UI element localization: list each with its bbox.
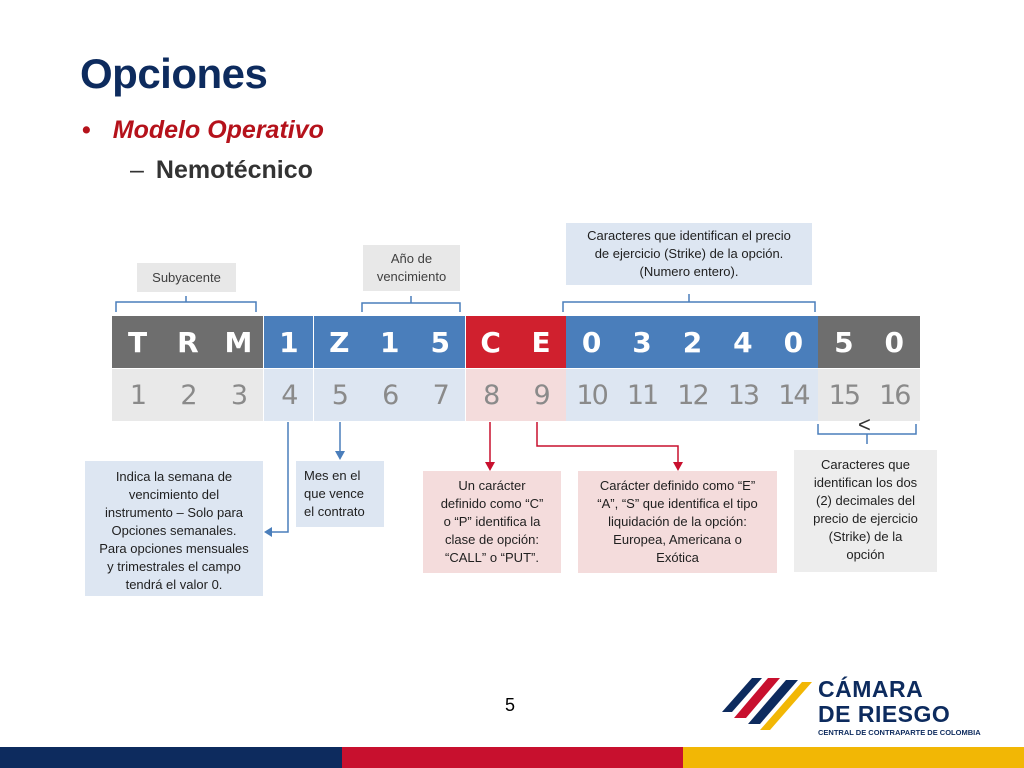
label-strike-line3: (Numero entero). xyxy=(639,264,739,279)
code-char-cell: 3 xyxy=(617,316,668,368)
page-number: 5 xyxy=(505,695,516,715)
label-liquidacion-line: Carácter definido como “E” xyxy=(599,478,756,493)
label-clase-line: definido como “C” xyxy=(440,496,544,511)
label-decimales-line: Caracteres que xyxy=(821,457,910,472)
arrowhead-semana xyxy=(264,527,272,537)
logo-text-central: CENTRAL DE CONTRAPARTE DE COLOMBIA xyxy=(818,728,981,737)
position-number-cell: 10 xyxy=(566,369,617,421)
code-char-cell: 0 xyxy=(869,316,920,368)
brace-subyacente xyxy=(116,302,256,312)
code-char-cell: C xyxy=(465,316,516,368)
arrowhead-liquidacion xyxy=(673,462,683,471)
position-number-cell: 4 xyxy=(263,369,314,421)
label-semana-line: y trimestrales el campo xyxy=(107,559,241,574)
code-char-cell: Z xyxy=(314,316,365,368)
position-number-cell: 13 xyxy=(717,369,768,421)
label-subyacente: Subyacente xyxy=(137,263,236,292)
label-semana-line: Opciones semanales. xyxy=(111,523,237,538)
label-liquidacion xyxy=(578,471,777,573)
position-number-cell: 16 xyxy=(869,369,920,421)
label-mes-line: Mes en el xyxy=(304,468,361,483)
code-char-cell: T xyxy=(112,316,163,368)
label-mes-line: que vence xyxy=(304,486,364,501)
label-semana-line: Indica la semana de xyxy=(115,469,233,484)
bullet-text: Modelo Operativo xyxy=(112,116,324,144)
label-clase-opcion xyxy=(423,471,561,573)
label-decimales-line: (Strike) de la xyxy=(828,529,903,544)
label-liquidacion-line: “A”, “S” que identifica el tipo xyxy=(597,496,758,511)
arrowhead-clase xyxy=(485,462,495,471)
label-clase-line: o “P” identifica la xyxy=(443,514,541,529)
position-number-cell: 15 xyxy=(818,369,869,421)
label-strike-line1: Caracteres que identifican el precio xyxy=(587,228,791,243)
group-separator xyxy=(465,316,466,421)
label-liquidacion-line: liquidación de la opción: xyxy=(608,514,747,529)
label-semana-line: vencimiento del xyxy=(128,487,220,502)
position-number-cell: 1 xyxy=(112,369,163,421)
label-clase-line: Un carácter xyxy=(458,478,526,493)
label-ano-vencimiento-line1: Año de xyxy=(390,251,433,266)
code-char-cell: 2 xyxy=(667,316,718,368)
label-ano-vencimiento-line2: vencimiento xyxy=(376,269,447,284)
code-char-cell: 1 xyxy=(364,316,415,368)
bullet-dot: • xyxy=(82,116,91,144)
sub-bullet-dash: – xyxy=(130,156,144,184)
label-decimales-line: (2) decimales del xyxy=(816,493,915,508)
position-number-cell: 5 xyxy=(314,369,365,421)
label-decimales xyxy=(794,450,937,572)
footer-bar-navy xyxy=(0,747,342,768)
footer-bar-red xyxy=(342,747,683,768)
brace-strike xyxy=(563,302,815,312)
label-clase-line: clase de opción: xyxy=(445,532,539,547)
slide-title: Opciones xyxy=(80,50,268,97)
code-char-cell: 4 xyxy=(717,316,768,368)
position-number-cell: 8 xyxy=(465,369,516,421)
connector-semana xyxy=(266,422,288,532)
logo-text-camara: CÁMARA xyxy=(818,676,924,702)
position-number-cell: 14 xyxy=(768,369,819,421)
label-semana-line: tendrá el valor 0. xyxy=(125,577,223,592)
label-semana-line: instrumento – Solo para xyxy=(104,505,244,520)
label-strike-line2: de ejercicio (Strike) de la opción. xyxy=(594,246,784,261)
connector-liquidacion xyxy=(537,422,678,464)
label-liquidacion-line: Exótica xyxy=(656,550,699,565)
position-number-cell: 11 xyxy=(617,369,668,421)
label-decimales-line: precio de ejercicio xyxy=(813,511,918,526)
label-liquidacion-line: Europea, Americana o xyxy=(613,532,742,547)
label-mes xyxy=(296,461,384,527)
position-number-cell: 12 xyxy=(667,369,718,421)
label-semana-line: Para opciones mensuales xyxy=(99,541,249,556)
logo-text-de-riesgo: DE RIESGO xyxy=(818,701,951,727)
code-char-cell: 1 xyxy=(263,316,314,368)
label-clase-line: “CALL” o “PUT”. xyxy=(445,550,539,565)
code-char-cell: R xyxy=(162,316,213,368)
sub-bullet-text: Nemotécnico xyxy=(155,156,313,184)
label-decimales-line: opción xyxy=(846,547,885,562)
label-decimales-line: identifican los dos xyxy=(813,475,918,490)
brace-vencimiento xyxy=(362,303,460,312)
label-semana xyxy=(85,461,263,596)
position-number-cell: 6 xyxy=(364,369,415,421)
code-char-cell: E xyxy=(516,316,567,368)
camara-de-riesgo-logo-mark xyxy=(722,672,814,734)
code-char-cell: 5 xyxy=(415,316,466,368)
position-number-cell: 9 xyxy=(516,369,567,421)
position-number-cell: 2 xyxy=(162,369,213,421)
code-char-cell: 0 xyxy=(768,316,819,368)
position-number-cell: 7 xyxy=(415,369,466,421)
label-mes-line: el contrato xyxy=(304,504,365,519)
code-char-cell: M xyxy=(213,316,264,368)
group-separator xyxy=(313,316,314,421)
stray-symbol: < xyxy=(858,412,871,437)
group-separator xyxy=(263,316,264,421)
code-char-cell: 0 xyxy=(566,316,617,368)
footer-bar-yellow xyxy=(683,747,1024,768)
arrowhead-mes xyxy=(335,451,345,460)
position-number-cell: 3 xyxy=(213,369,264,421)
code-char-cell: 5 xyxy=(818,316,869,368)
